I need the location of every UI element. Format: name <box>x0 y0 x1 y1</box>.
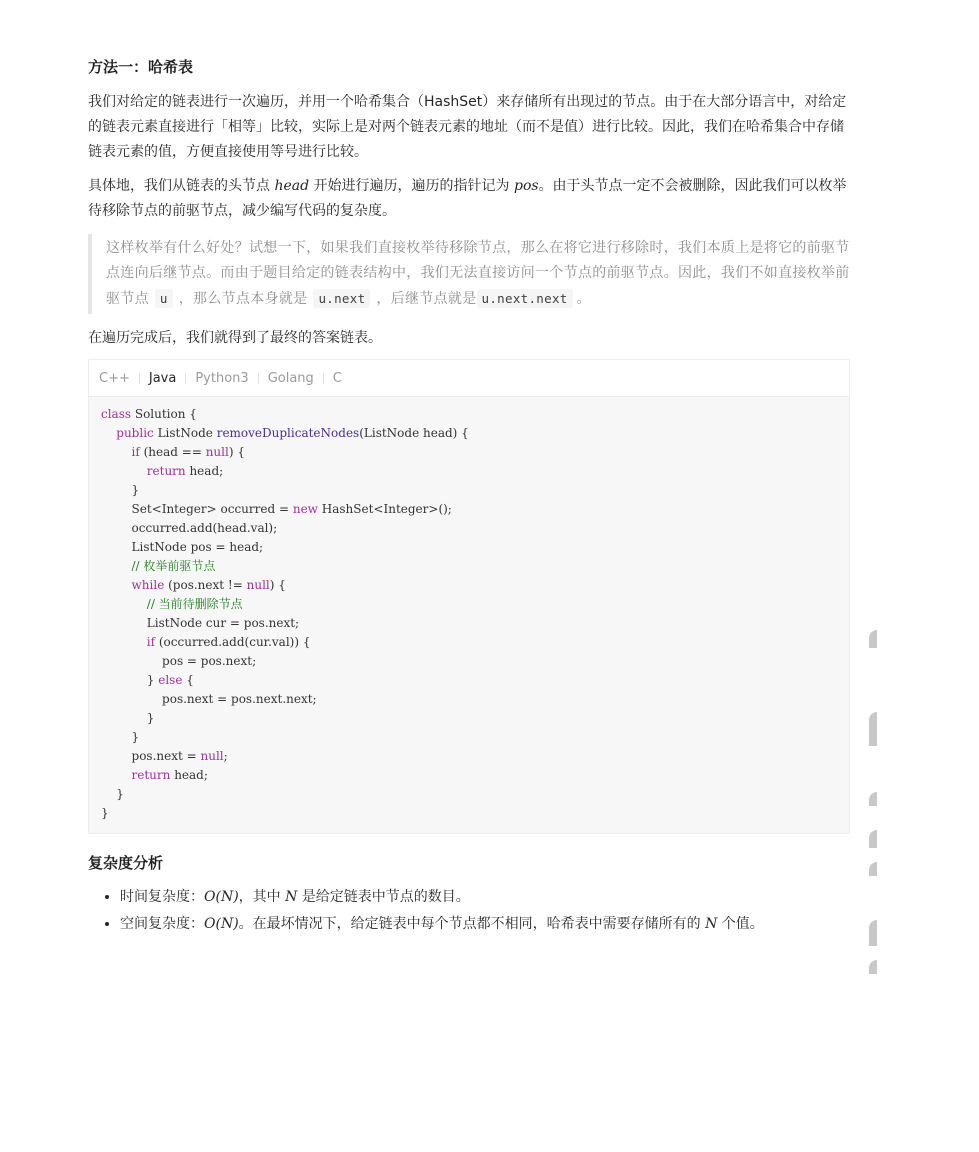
tab-c[interactable]: C <box>332 370 342 386</box>
blockquote <box>88 234 850 314</box>
quote-text-4: 。 <box>576 291 591 307</box>
inline-code-u-next: u.next <box>313 289 370 308</box>
complexity-heading: 复杂度分析 <box>88 854 164 872</box>
edge-mark <box>869 712 877 746</box>
tab-python3[interactable]: Python3 <box>195 370 249 386</box>
edge-mark <box>869 792 877 806</box>
tab-java[interactable]: Java <box>148 370 177 386</box>
code-content: class Solution { public ListNode removeDuplicateNodes(ListNode head) { if (head == null) { return head; } Set<Integer> occurred = new HashSet<Integer>(); occurred.add(head.val); ListNode pos = head; // 枚举前驱节点 while (pos.next != null) { // 当前待删除节点 ListNode cur = pos.next; if (occurred.add(cur.val)) { pos = pos.next; } else { pos.next = pos.next.next; } } pos.next = null; return head; } } <box>89 397 849 833</box>
language-tabs <box>89 360 849 397</box>
list-item-space: • 空间复杂度：O(N)。在最坏情况下，给定链表中每个节点都不相同，哈希表中需要存储所有的 N 个值。 <box>120 911 850 938</box>
result-paragraph: 在遍历完成后，我们就得到了最终的答案链表。 <box>88 330 382 346</box>
pointer-text-2: 开始进行遍历，遍历的指针记为 <box>309 178 514 194</box>
quote-text-2: ，那么节点本身就是 <box>178 291 308 307</box>
code-block <box>88 359 850 834</box>
edge-mark <box>869 960 877 974</box>
inline-code-u-next-next: u.next.next <box>477 289 573 308</box>
edge-mark <box>869 862 877 876</box>
math-time-complexity: O(N) <box>204 889 239 905</box>
complexity-list <box>88 884 850 938</box>
list-item-time: • 时间复杂度：O(N)，其中 N 是给定链表中节点的数目。 <box>120 884 850 911</box>
edge-mark <box>869 920 877 946</box>
quote-text-1: 这样枚举有什么好处？试想一下，如果我们直接枚举待移除节点，那么在将它进行移除时，我们本质上是将它的前驱节点连向后继节点。而由于题目给定的链表结构中，我们无法直接访问一个节点的前驱节点。因此，我们不如直接枚举前驱节点 <box>106 240 850 307</box>
edge-mark <box>869 830 877 848</box>
math-pos: pos <box>513 178 539 194</box>
pointer-text-3: 。由于头节点一定不会被删除，因此我们可以枚举待移除节点的前驱节点，减少编写代码的复杂度。 <box>88 178 847 219</box>
edge-mark <box>869 630 877 648</box>
math-head: head <box>274 178 310 194</box>
math-space-complexity: O(N) <box>204 916 239 932</box>
intro-paragraph: 我们对给定的链表进行一次遍历，并用一个哈希集合（HashSet）来存储所有出现过的节点。由于在大部分语言中，对给定的链表元素直接进行「相等」比较，实际上是对两个链表元素的地址（而不是值）进行比较。因此，我们在哈希集合中存储链表元素的值，方便直接使用等号进行比较。 <box>88 94 847 160</box>
article-content <box>88 52 850 938</box>
tab-cpp[interactable]: C++ <box>99 370 130 386</box>
inline-code-u: u <box>155 289 173 308</box>
pointer-paragraph <box>88 174 850 224</box>
tab-golang[interactable]: Golang <box>267 370 314 386</box>
pointer-text-1: 具体地，我们从链表的头节点 <box>88 178 275 194</box>
method-heading: 方法一：哈希表 <box>88 58 194 76</box>
quote-text-3: ，后继节点就是 <box>376 291 477 307</box>
